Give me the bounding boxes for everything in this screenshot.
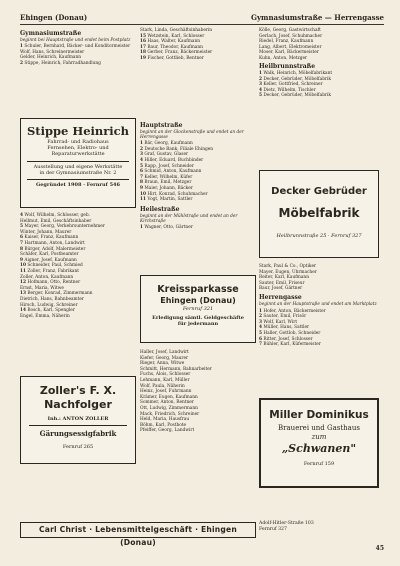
entry-text: Wagner, Otto, Gärtner [144, 225, 193, 231]
house-number: 16 [140, 39, 146, 45]
directory-entry [20, 55, 136, 60]
house-number: 5 [140, 163, 143, 169]
directory-entry [20, 314, 136, 319]
directory-entry [20, 308, 136, 313]
house-number: 1 [20, 44, 23, 50]
directory-entry [259, 39, 379, 44]
entry-text: Böhm, Karl, Postbote [140, 422, 187, 428]
entry-text: Kuhn, Anton, Metzger [259, 55, 308, 61]
directory-entry [140, 395, 256, 400]
directory-entry [140, 28, 256, 33]
directory-entry [259, 264, 379, 269]
street-heading: Herrengasse [259, 294, 302, 302]
house-number: 17 [140, 44, 146, 50]
directory-entry [259, 71, 379, 76]
directory-entry [140, 417, 256, 422]
directory-entry [20, 263, 136, 268]
entry-text: Gerber, Franz, Bäckermeister [147, 50, 213, 56]
directory-entry [20, 286, 136, 291]
directory-entry [20, 258, 136, 263]
ad-divider [27, 161, 129, 162]
entry-text: Ott, Ludwig, Zimmermann [140, 405, 198, 411]
column-1 [20, 28, 136, 66]
street-heading: Heilestraße [140, 206, 180, 214]
entry-text: Stark, Linda, Geschäftsinhaberin [140, 28, 213, 33]
entry-list [140, 141, 256, 202]
ad-line: in der Gymnasiumstraße Nr. 2 [39, 170, 117, 176]
street-heading: Gymnasiumstraße [20, 30, 82, 37]
directory-entry [140, 192, 256, 197]
footer-contact-line: Adolf-Hitler-Straße 103 [259, 521, 314, 526]
directory-entry [259, 45, 379, 50]
column-2 [140, 28, 256, 62]
directory-entry [259, 56, 379, 61]
directory-entry [140, 50, 256, 55]
zoller-advertisement [20, 376, 136, 464]
house-number: 2 [20, 60, 23, 66]
entry-text: Braun, Emil, Metzger [144, 180, 192, 186]
directory-entry [259, 34, 379, 39]
entry-text: Baur, Josef, Gärtner [259, 286, 303, 292]
entry-text: Deutsche Bank, Filiale Ehingen [144, 146, 214, 152]
house-number: 8 [140, 180, 143, 186]
entry-text: Hirsch, Ludwig, Schreiner [20, 302, 78, 308]
entry-text: Sommer, Anton, Rentner [140, 400, 194, 406]
ad-owner: Inh.: ANTON ZOLLER [47, 416, 109, 422]
ad-phone: Fernruf 159 [303, 461, 335, 467]
directory-entry [140, 34, 256, 39]
directory-entry [259, 314, 379, 319]
entry-text: Kölle, Georg, Gastwirtschaft [259, 28, 321, 33]
directory-entry [140, 164, 256, 169]
entry-text: Fischer, Gottlieb, Rentner [147, 55, 204, 61]
entry-text: Haas, Walter, Kaufmann [147, 39, 201, 45]
entry-text: Bär, Georg, Kaufmann [144, 141, 193, 147]
directory-entry [140, 56, 256, 61]
directory-entry [20, 269, 136, 274]
entry-text: Engel, Emma, Näherin [20, 313, 70, 319]
entry-text: Berger, Konrad, Zimmermann [27, 291, 93, 297]
entry-text: Bürger, Adolf, Malermeister [24, 246, 86, 252]
entry-text: Sauter, Emil, Frisör [263, 314, 307, 320]
column-3 [259, 28, 379, 99]
entry-list [140, 350, 256, 433]
directory-entry [259, 309, 379, 314]
house-number: 6 [259, 336, 262, 342]
ad-name: Nachfolger [44, 398, 112, 411]
directory-entry [259, 88, 379, 93]
directory-entry [259, 342, 379, 347]
ad-city: Ehingen (Donau) [160, 296, 236, 305]
directory-entry [20, 280, 136, 285]
ad-name: Stippe Heinrich [26, 124, 130, 138]
ad-line: für jedermann [177, 321, 219, 327]
house-number: 7 [259, 342, 262, 348]
footer-contact-line: Fernruf 327 [259, 526, 287, 532]
entry-text: Riedel, Franz, Kaufmann [259, 39, 314, 45]
street-note: beginnt bei Hauptstraße und endet beim Postplatz [20, 38, 131, 43]
directory-entry [20, 252, 136, 257]
ad-business: Möbelfabrik [278, 206, 360, 220]
entry-text: Reiter, Karl, Kaufmann [259, 275, 309, 281]
entry-text: Bosch, Karl, Spengler [27, 308, 75, 314]
ad-business: Gärungsessigfabrik [39, 429, 117, 438]
directory-entry [259, 275, 379, 280]
ad-line: Reparaturwerkstätte [51, 151, 105, 157]
entry-text: Walk, Heinrich, Möbelfabrikant [263, 71, 333, 77]
entry-text: Kaiser, Franz, Kaufmann [24, 235, 79, 241]
entry-list [259, 309, 379, 348]
entry-text: Bühler, Karl, Küfermeister [263, 342, 321, 348]
entry-text: Zoller, Anton, Kaufmann [20, 274, 74, 280]
ad-name: Zoller's F. X. [39, 384, 117, 397]
entry-text: Wolf, Hans, Schreinermeister [20, 49, 85, 55]
street-note: beginnt an der Mühlstraße und endet an der Kirchstraße [140, 214, 238, 225]
directory-entry [259, 337, 379, 342]
directory-entry [259, 331, 379, 336]
directory-entry [20, 297, 136, 302]
house-number: 3 [140, 152, 143, 158]
entry-text: Schäfer, Karl, Postbeamter [20, 252, 79, 258]
ad-name: Miller Dominikus [269, 409, 369, 421]
entry-text: Heinz, Josef, Fuhrmann [140, 389, 192, 395]
directory-entry [20, 44, 136, 49]
house-number: 5 [20, 224, 23, 230]
entry-text: Müller, Hans, Sattler [263, 325, 310, 331]
directory-entry [140, 400, 256, 405]
entry-text: Schmitt, Hermann, Bahnarbeiter [140, 366, 212, 372]
directory-entry [20, 291, 136, 296]
directory-entry [140, 367, 256, 372]
entry-text: Zoller, Franz, Fabrikant [27, 268, 79, 274]
entry-text: Decker, Gebrüder, Möbelfabrik [263, 76, 331, 82]
directory-entry [259, 281, 379, 286]
entry-list [20, 213, 136, 319]
entry-list [259, 71, 379, 98]
entry-text: Haller, Josef, Landwirt [140, 350, 189, 355]
directory-entry [259, 270, 379, 275]
directory-entry [20, 50, 136, 55]
entry-text: Stippe, Heinrich, Fahrradhandlung [24, 60, 101, 66]
ad-line: „Schwanen" [281, 442, 357, 455]
ad-divider [27, 179, 129, 180]
entry-text: Schneider, Paul, Schmied [27, 263, 83, 269]
entry-text: Hartmann, Anton, Landwirt [24, 240, 85, 246]
entry-text: Ernst, Maria, Witwe [20, 285, 64, 291]
house-number: 1 [140, 225, 143, 231]
running-head-left: Ehingen (Donau) [20, 13, 88, 22]
directory-entry [20, 61, 136, 66]
house-number: 7 [140, 174, 143, 180]
directory-entry [20, 275, 136, 280]
directory-entry [140, 350, 256, 355]
entry-text: Pfeiffer, Georg, Landwirt [140, 428, 195, 434]
entry-list [259, 264, 379, 291]
house-number: 13 [20, 291, 26, 297]
entry-text: Rieger, Anna, Witwe [140, 361, 185, 367]
directory-entry [140, 423, 256, 428]
house-number: 12 [20, 280, 26, 286]
directory-entry [140, 428, 256, 433]
entry-text: Held, Maria, Hausfrau [140, 417, 190, 423]
house-number: 19 [140, 55, 146, 61]
house-number: 7 [20, 240, 23, 246]
directory-entry [140, 158, 256, 163]
entry-text: Baur, Theodor, Kaufmann [147, 44, 203, 50]
street-heading: Hauptstraße [140, 122, 183, 129]
street-note: beginnt an der Glockenstraße und endet an der Herrengasse [140, 130, 244, 141]
ad-line: Fernsehen, Elektro- und [47, 145, 109, 151]
entry-text: Maier, Johann, Bäcker [144, 185, 193, 191]
ad-phone: Fernruf 265 [62, 444, 94, 450]
directory-entry [140, 169, 256, 174]
entry-text: Wetzstein, Karl, Schlosser [147, 33, 205, 39]
directory-entry [20, 235, 136, 240]
house-number: 18 [140, 50, 146, 56]
entry-text: Schmid, Anton, Kaufmann [144, 169, 202, 175]
column-2-hauptstrasse [140, 120, 256, 231]
entry-text: Mack, Friedrich, Schreiner [140, 411, 200, 417]
ad-line: zum [311, 433, 327, 441]
entry-text: Fuchs, Alois, Schlosser [140, 372, 191, 378]
directory-entry [140, 175, 256, 180]
house-number: 6 [140, 169, 143, 175]
directory-entry [140, 378, 256, 383]
directory-entry [140, 356, 256, 361]
directory-entry [140, 186, 256, 191]
house-number: 4 [259, 87, 262, 93]
entry-text: Stark, Paul & Co., Optiker [259, 264, 317, 269]
page-number: 45 [375, 545, 384, 552]
entry-text: Lehmann, Karl, Müller [140, 377, 190, 383]
directory-entry [259, 50, 379, 55]
entry-text: Lang, Albert, Elektromeister [259, 44, 322, 50]
directory-entry [20, 241, 136, 246]
directory-entry [140, 197, 256, 202]
ad-contact: Heilbrunnstraße 25 · Fernruf 327 [276, 233, 362, 239]
directory-entry [140, 389, 256, 394]
directory-entry [259, 320, 379, 325]
house-number: 10 [20, 263, 26, 269]
entry-text: Dietrich, Hans, Bahnbeamter [20, 296, 84, 302]
entry-text: Keller, Wilhelm, Küfer [144, 174, 193, 180]
house-number: 1 [259, 71, 262, 77]
directory-entry [140, 141, 256, 146]
house-number: 5 [259, 330, 262, 336]
ad-name: Decker Gebrüder [271, 186, 367, 197]
house-number: 2 [140, 146, 143, 152]
house-number: 6 [20, 235, 23, 241]
house-number: 1 [259, 308, 262, 314]
directory-entry [259, 82, 379, 87]
entry-text: Winter, Johann, Maurer [20, 229, 72, 235]
entry-list [259, 28, 379, 61]
column-3-continued [259, 264, 379, 348]
directory-entry [20, 219, 136, 224]
ad-name: Kreissparkasse [157, 284, 239, 295]
entry-text: Vogt, Martin, Sattler [147, 197, 193, 203]
house-number: 14 [20, 308, 26, 314]
house-number: 9 [20, 257, 23, 263]
miller-advertisement [259, 398, 379, 488]
directory-entry [140, 152, 256, 157]
directory-entry [140, 406, 256, 411]
entry-text: Wolf, Paula, Näherin [140, 383, 185, 389]
entry-text: Sauter, Emil, Friseur [259, 280, 305, 286]
directory-entry [140, 361, 256, 366]
entry-text: Mayer, Georg, Verkehrsunternehmer [24, 224, 105, 230]
house-number: 4 [140, 157, 143, 163]
entry-text: Hellmut, Emil, Geschäftsinhaber [20, 218, 92, 224]
house-number: 11 [20, 268, 26, 274]
entry-text: Wolf, Karl, Wirt [263, 319, 298, 325]
directory-entry [20, 213, 136, 218]
house-number: 2 [259, 76, 262, 82]
entry-text: Krämer, Eugen, Kaufmann [140, 394, 198, 400]
directory-entry [140, 180, 256, 185]
directory-entry [140, 45, 256, 50]
house-number: 2 [259, 314, 262, 320]
street-heading: Heilbrunnstraße [259, 63, 316, 71]
entry-text: Wolf, Wilhelm, Schlosser, geb. [24, 213, 90, 218]
entry-text: Haller, Gottlob, Schneider [263, 330, 321, 336]
directory-entry [259, 28, 379, 33]
entry-text: Hofmann, Otto, Rentner [27, 280, 81, 286]
directory-entry [140, 384, 256, 389]
entry-text: Moser, Karl, Bäckermeister [259, 50, 319, 56]
entry-text: Dietz, Wilhelm, Tischler [263, 87, 316, 93]
ad-line: Brauerei und Gasthaus [278, 424, 360, 432]
directory-entry [140, 372, 256, 377]
house-number: 3 [259, 319, 262, 325]
running-head-right: Gymnasiumstraße — Herrengasse [251, 13, 384, 22]
house-number: 4 [259, 325, 262, 331]
footer-advertisement-bar: Carl Christ · Lebensmittelgeschäft · Ehingen (Donau) [20, 522, 256, 538]
entry-text: Mayer, Eugen, Uhrmacher [259, 269, 317, 275]
directory-entry [20, 230, 136, 235]
directory-entry [259, 325, 379, 330]
entry-text: Schuler, Bernhard, Bäcker- und Konditormeister [24, 44, 131, 50]
entry-text: Gelder, Heinrich, Kaufmann [20, 55, 82, 61]
kreissparkasse-advertisement [140, 275, 256, 343]
house-number: 4 [20, 213, 23, 218]
house-number: 10 [140, 191, 146, 197]
entry-text: Decker, Gebrüder, Möbelfabrik [263, 93, 331, 99]
ad-line: Erledigung sämtl. Geldgeschäfte [152, 315, 244, 321]
ad-note: Fernruf 321 [182, 306, 214, 312]
entry-text: Graf, Gustav, Glaser [144, 152, 189, 158]
directory-entry [259, 286, 379, 291]
ad-line: Gegründet 1908 · Fernruf 546 [35, 182, 121, 188]
entry-text: Keller, Gottfried, Schreiner [263, 82, 323, 88]
ad-line: Ausstellung und eigene Werkstätte [33, 164, 123, 170]
house-number: 3 [259, 82, 262, 88]
entry-text: Kiefer, Georg, Maurer [140, 355, 189, 361]
entry-text: Aigner, Josef, Kaufmann [24, 257, 77, 263]
entry-text: Hiller, Eduard, Buchbinder [144, 157, 204, 163]
ad-divider [29, 425, 127, 426]
house-number: 1 [140, 141, 143, 147]
column-1-continued [20, 213, 136, 319]
ad-line: Fahrrad- und Radiohaus [47, 139, 109, 145]
directory-entry [20, 303, 136, 308]
footer-contact [259, 521, 379, 532]
directory-entry [140, 225, 256, 230]
directory-entry [20, 224, 136, 229]
entry-list [140, 225, 256, 230]
entry-text: Hirt, Konrad, Schuhmacher [147, 191, 208, 197]
house-number: 11 [140, 197, 146, 203]
directory-entry [259, 93, 379, 98]
entry-text: Rapp, Josef, Schneider [144, 163, 194, 169]
house-number: 15 [140, 33, 146, 39]
column-2-continued [140, 350, 256, 434]
running-head [20, 12, 384, 25]
entry-list [140, 28, 256, 61]
decker-advertisement [259, 170, 379, 258]
directory-entry [20, 247, 136, 252]
street-note: beginnt an der Hauptstraße und endet am Marktplatz [259, 302, 377, 308]
house-number: 5 [259, 93, 262, 99]
stippe-advertisement [20, 118, 136, 208]
entry-list [20, 44, 136, 66]
directory-entry [140, 412, 256, 417]
entry-text: Hofer, Anton, Bäckermeister [263, 308, 326, 314]
house-number: 8 [20, 246, 23, 252]
directory-entry [140, 39, 256, 44]
house-number: 9 [140, 185, 143, 191]
entry-text: Ritter, Josef, Schlosser [263, 336, 313, 342]
directory-entry [140, 147, 256, 152]
entry-text: Gerlach, Josef, Schuhmacher [259, 33, 323, 39]
directory-entry [259, 77, 379, 82]
